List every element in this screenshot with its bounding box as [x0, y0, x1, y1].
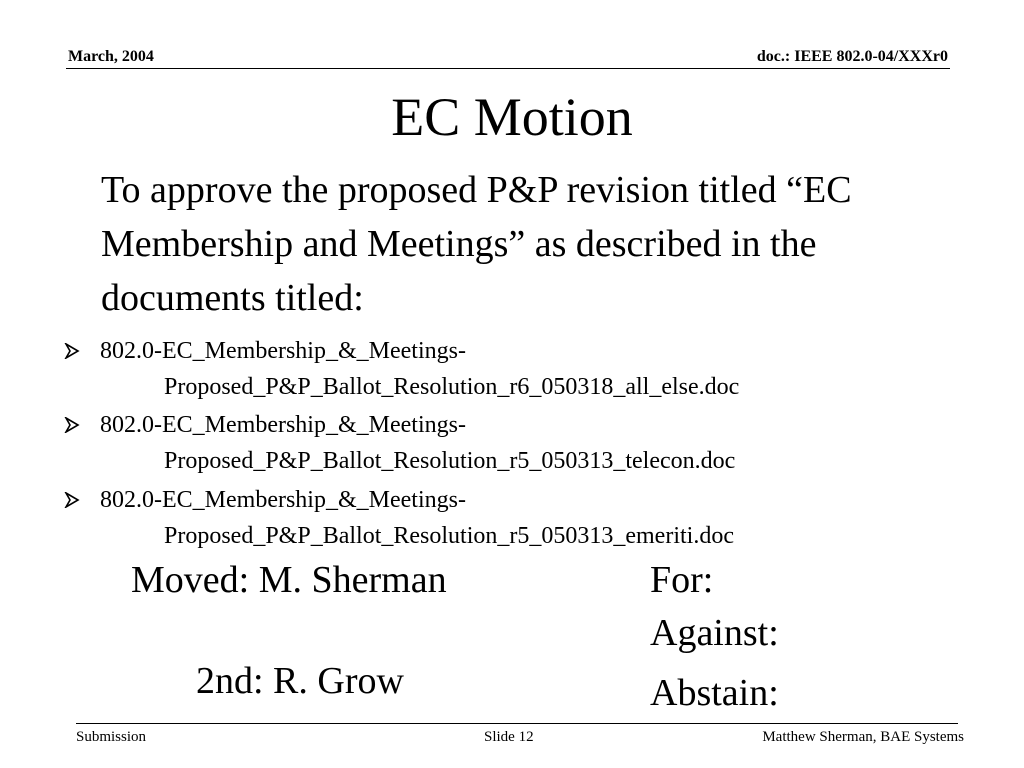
footer-author: Matthew Sherman, BAE Systems [762, 729, 964, 745]
bullet-line-2: Proposed_P&P_Ballot_Resolution_r5_050313_telecon.doc [164, 448, 736, 474]
vote-abstain: Abstain: [650, 672, 779, 714]
bullet-line-1: 802.0-EC_Membership_&_Meetings- [100, 487, 466, 513]
vote-for: For: [650, 559, 714, 601]
bullet-line-2: Proposed_P&P_Ballot_Resolution_r5_050313_emeriti.doc [164, 523, 734, 549]
header-doc-id: doc.: IEEE 802.0-04/XXXr0 [756, 48, 948, 65]
header-date: March, 2004 [68, 48, 154, 65]
bullet-line-1: 802.0-EC_Membership_&_Meetings- [100, 412, 466, 438]
footer-divider [76, 723, 958, 724]
arrow-bullet-icon [64, 333, 86, 359]
motion-intro-text: To approve the proposed P&P revision titled “EC Membership and Meetings” as described in the documents titled: [101, 169, 852, 319]
seconded-by: 2nd: R. Grow [196, 660, 404, 702]
bullet-line-2: Proposed_P&P_Ballot_Resolution_r6_050318_all_else.doc [164, 374, 740, 400]
arrow-bullet-icon [64, 482, 86, 508]
bullet-line-1: 802.0-EC_Membership_&_Meetings- [100, 338, 466, 364]
vote-against: Against: [650, 612, 779, 654]
header-divider [66, 68, 950, 69]
arrow-bullet-icon [64, 407, 86, 433]
slide-title: EC Motion [391, 87, 633, 147]
moved-by: Moved: M. Sherman [131, 559, 447, 601]
footer-slide-number: Slide 12 [484, 729, 534, 745]
footer-submission: Submission [76, 729, 147, 745]
